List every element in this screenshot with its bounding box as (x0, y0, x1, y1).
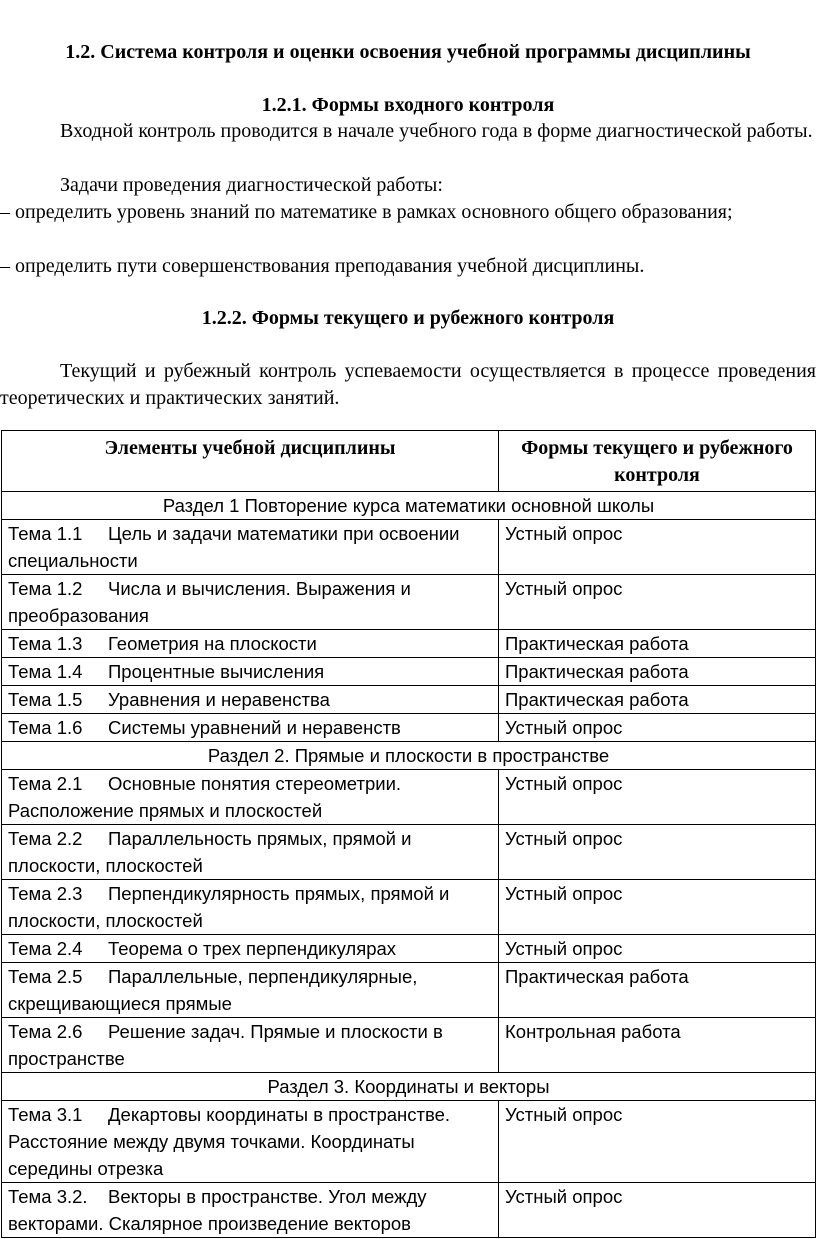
topic-cell (2, 1101, 499, 1183)
topic-cell (2, 575, 499, 630)
topic-cell (2, 935, 499, 963)
section-title: Раздел 2. Прямые и плоскости в пространстве (2, 742, 816, 770)
section-title: Раздел 3. Координаты и векторы (2, 1073, 816, 1101)
control-form-cell: Практическая работа (499, 658, 816, 686)
control-form-cell: Устный опрос (499, 825, 816, 880)
table-section-row (2, 492, 816, 520)
section-title: Раздел 1 Повторение курса математики основной школы (2, 492, 816, 520)
table-row (2, 825, 816, 880)
topic-title: Системы уравнений и неравенств (108, 717, 401, 738)
control-form-cell: Практическая работа (499, 963, 816, 1018)
section-121-item-2: – определить пути совершенствования преподавания учебной дисциплины. (0, 255, 645, 277)
topic-title: Векторы в пространстве. Угол между векторами. Скалярное произведение векторов (8, 1186, 427, 1234)
table-row (2, 1018, 816, 1073)
table-row (2, 770, 816, 825)
control-form-cell: Устный опрос (499, 770, 816, 825)
control-form-cell: Устный опрос (499, 880, 816, 935)
topic-number: Тема 2.5 (8, 966, 83, 987)
topic-title: Решение задач. Прямые и плоскости в пространстве (8, 1021, 443, 1069)
topic-title: Декартовы координаты в пространстве. Расстояние между двумя точками. Координаты середины отрезка (8, 1104, 451, 1179)
table-row (2, 1101, 816, 1183)
table-row (2, 630, 816, 658)
table-row (2, 935, 816, 963)
table-header-elements: Элементы учебной дисциплины (2, 431, 499, 492)
control-form-cell: Устный опрос (499, 935, 816, 963)
topic-cell (2, 520, 499, 575)
control-form-cell: Практическая работа (499, 686, 816, 714)
section-122-title: 1.2.2. Формы текущего и рубежного контроля (201, 307, 615, 329)
topic-title: Перпендикулярность прямых, прямой и плоскости, плоскостей (8, 883, 450, 931)
topic-title: Цель и задачи математики при освоении специальности (8, 523, 460, 571)
control-form-cell: Устный опрос (499, 520, 816, 575)
topic-number: Тема 1.6 (8, 717, 83, 738)
table-row (2, 963, 816, 1018)
topic-title: Основные понятия стереометрии. Расположение прямых и плоскостей (8, 773, 402, 821)
table-row (2, 686, 816, 714)
table-body (2, 492, 816, 1238)
topic-title: Процентные вычисления (108, 661, 325, 682)
table-section-row (2, 1073, 816, 1101)
topic-number: Тема 3.2. (8, 1186, 88, 1207)
topic-number: Тема 1.3 (8, 633, 83, 654)
control-form-cell: Практическая работа (499, 630, 816, 658)
section-121-paragraph-1: Входной контроль проводится в начале учебного года в форме диагностической работы. (60, 120, 813, 142)
control-forms-table (1, 430, 816, 1238)
topic-number: Тема 1.2 (8, 578, 83, 599)
topic-number: Тема 1.5 (8, 689, 83, 710)
topic-title: Геометрия на плоскости (108, 633, 317, 654)
table-header-row (2, 431, 816, 492)
topic-number: Тема 2.6 (8, 1021, 83, 1042)
topic-title: Параллельные, перпендикулярные, скрещивающиеся прямые (8, 966, 418, 1014)
section-121-title: 1.2.1. Формы входного контроля (261, 94, 555, 116)
table-section-row (2, 742, 816, 770)
topic-number: Тема 1.4 (8, 661, 83, 682)
topic-cell (2, 1183, 499, 1238)
section-121-item-1: – определить уровень знаний по математике в рамках основного общего образования; (0, 201, 733, 223)
topic-cell (2, 963, 499, 1018)
topic-number: Тема 2.1 (8, 773, 83, 794)
topic-number: Тема 1.1 (8, 523, 83, 544)
topic-cell (2, 686, 499, 714)
table-row (2, 658, 816, 686)
topic-cell (2, 630, 499, 658)
control-form-cell: Устный опрос (499, 1101, 816, 1183)
topic-title: Параллельность прямых, прямой и плоскости, плоскостей (8, 828, 412, 876)
topic-title: Уравнения и неравенства (108, 689, 330, 710)
topic-number: Тема 3.1 (8, 1104, 83, 1125)
control-form-cell: Устный опрос (499, 1183, 816, 1238)
topic-number: Тема 2.4 (8, 938, 83, 959)
section-122-paragraph-1: Текущий и рубежный контроль успеваемости осуществляется в процессе проведения теоретических и практических занятий. (0, 360, 816, 409)
control-form-cell: Контрольная работа (499, 1018, 816, 1073)
topic-cell (2, 770, 499, 825)
table-row (2, 714, 816, 742)
table-row (2, 1183, 816, 1238)
topic-title: Теорема о трех перпендикулярах (108, 938, 397, 959)
topic-cell (2, 880, 499, 935)
section-121-paragraph-2: Задачи проведения диагностической работы: (60, 174, 443, 196)
topic-cell (2, 1018, 499, 1073)
topic-number: Тема 2.3 (8, 883, 83, 904)
control-form-cell: Устный опрос (499, 575, 816, 630)
control-form-cell: Устный опрос (499, 714, 816, 742)
topic-number: Тема 2.2 (8, 828, 83, 849)
table-header-forms: Формы текущего и рубежного контроля (499, 431, 816, 492)
topic-cell (2, 658, 499, 686)
document-heading: 1.2. Система контроля и оценки освоения учебной программы дисциплины (65, 41, 751, 63)
table-row (2, 520, 816, 575)
table-row (2, 880, 816, 935)
topic-cell (2, 825, 499, 880)
topic-cell (2, 714, 499, 742)
topic-title: Числа и вычисления. Выражения и преобразования (8, 578, 411, 626)
table-row (2, 575, 816, 630)
